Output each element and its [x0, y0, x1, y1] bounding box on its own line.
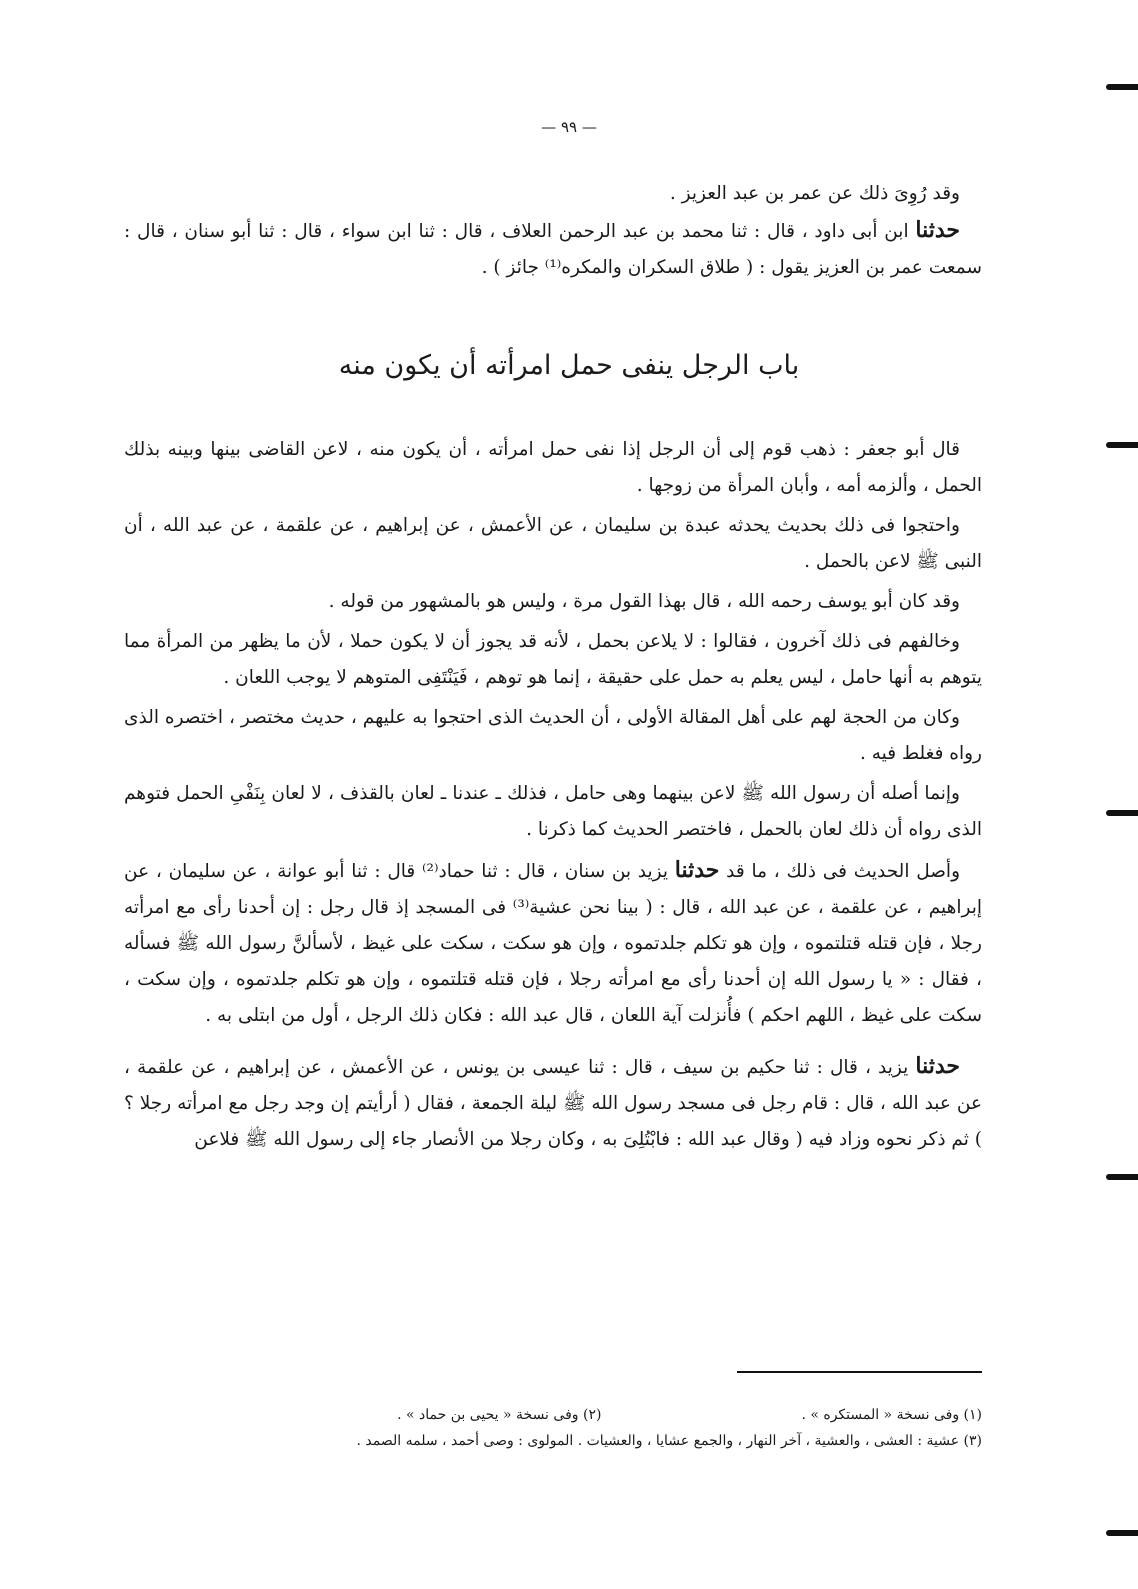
footnote-3: (٣) عشية : العشى ، والعشية ، آخر النهار ، والجمع عشايا ، والعشيات . المولوى : وصى أحمد ، سلمه الصمد .	[356, 1433, 982, 1449]
paragraph: وخالفهم فى ذلك آخرون ، فقالوا : لا يلاعن بحمل ، لأنه قد يجوز أن لا يكون حملا ، لأن ما يظهر من المرأة مما يتوهم به أنها حامل ، ليس يعلم به حمل على حقيقة ، إنما هو توهم ، فَيَنْتَفِى المتوهم لا يوجب اللعان .	[124, 631, 982, 688]
paragraph: وقد رُوِىَ ذلك عن عمر بن عبد العزيز .	[669, 183, 960, 204]
footnotes	[122, 1402, 982, 1454]
footnote-1: (١) وفى نسخة « المستكره » .	[801, 1407, 982, 1423]
paragraph-text: وأصل الحديث فى ذلك ، ما قد	[719, 861, 960, 882]
footnote-divider	[737, 1371, 982, 1373]
haddathana-keyword: حدثنا	[915, 1053, 960, 1079]
hadith-paragraph	[124, 852, 982, 1034]
main-text-block	[124, 432, 982, 1158]
footnote-line	[122, 1402, 982, 1428]
haddathana-keyword: حدثنا	[674, 857, 720, 883]
page-edge-mark	[1106, 1530, 1138, 1536]
paragraph: وإنما أصله أن رسول الله ﷺ لاعن بينهما وهى حامل ، فذلك ـ عندنا ـ لعان بالقذف ، لا لعان بِنَفْىِ الحمل فتوهم الذى رواه أن ذلك لعان بالحمل ، فاختصر الحديث كما ذكرنا .	[124, 783, 982, 840]
paragraph: واحتجوا فى ذلك بحديث يحدثه عبدة بن سليمان ، عن الأعمش ، عن إبراهيم ، عن علقمة ، عن عبد الله ، أن النبى ﷺ لاعن بالحمل .	[124, 515, 982, 572]
paragraph: وكان من الحجة لهم على أهل المقالة الأولى ، أن الحديث الذى احتجوا به عليهم ، حديث مختصر ، اختصره الذى رواه فغلط فيه .	[124, 707, 982, 764]
paragraph: وقد كان أبو يوسف رحمه الله ، قال بهذا القول مرة ، وليس هو بالمشهور من قوله .	[328, 591, 960, 612]
hadith-paragraph	[124, 1048, 982, 1158]
page-edge-mark	[1106, 810, 1138, 816]
paragraph-text: يزيد بن سنان ، قال : ثنا حماد⁽²⁾ قال : ثنا أبو عوانة ، عن سليمان ، عن إبراهيم ، عن علقمة ، عن عبد الله ، قال : ( بينا نحن عشية⁽³⁾ فى المسجد إذ قال رجل : إن أحدنا رأى مع امرأته رجلا ، فإن قتله قتلتموه ، وإن هو تكلم جلدتموه ، وإن هو سكت ، سكت على غيظ ، لأسألنَّ رسول الله ﷺ فسأله ، فقال : « يا رسول الله إن أحدنا رأى مع امرأته رجلا ، فإن قتله قتلتموه ، وإن هو تكلم جلدتموه ، وإن سكت ، سكت على غيظ ، اللهم احكم ) فأُنزلت آية اللعان ، قال عبد الله : فكان ذلك الرجل ، أول من ابتلى به .	[124, 861, 982, 1026]
paragraph: قال أبو جعفر : ذهب قوم إلى أن الرجل إذا نفى حمل امرأته ، أن يكون منه ، لاعن القاضى بينها وبينه بذلك الحمل ، وألزمه أمه ، وأبان المرأة من زوجها .	[124, 439, 982, 496]
page-edge-mark	[1106, 442, 1138, 448]
page-edge-mark	[1106, 1174, 1138, 1180]
footnote-2: (٢) وفى نسخة « يحيى بن حماد » .	[397, 1407, 602, 1423]
opening-text-block	[124, 176, 982, 286]
chapter-heading: باب الرجل ينفى حمل امرأته أن يكون منه	[338, 350, 800, 381]
haddathana-keyword: حدثنا	[915, 217, 960, 243]
paragraph-text: ابن أبى داود ، قال : ثنا محمد بن عبد الرحمن العلاف ، قال : ثنا ابن سواء ، قال : ثنا أبو سنان ، قال : سمعت عمر بن العزيز يقول : ( طلاق السكران والمكره⁽¹⁾ جائز ) .	[124, 221, 982, 278]
paragraph-text: يزيد ، قال : ثنا حكيم بن سيف ، قال : ثنا عيسى بن يونس ، عن الأعمش ، عن إبراهيم ، عن علقمة ، عن عبد الله ، قال : قام رجل فى مسجد رسول الله ﷺ ليلة الجمعة ، فقال ( أرأيتم إن وجد رجل مع امرأته رجلا ؟ ) ثم ذكر نحوه وزاد فيه ( وقال عبد الله : فابْتُلِىَ به ، وكان رجلا من الأنصار جاء إلى رسول الله ﷺ فلاعن	[124, 1057, 982, 1150]
page-number: — ٩٩ —	[541, 118, 597, 136]
hadith-paragraph	[124, 212, 982, 286]
page-edge-mark	[1106, 84, 1138, 90]
